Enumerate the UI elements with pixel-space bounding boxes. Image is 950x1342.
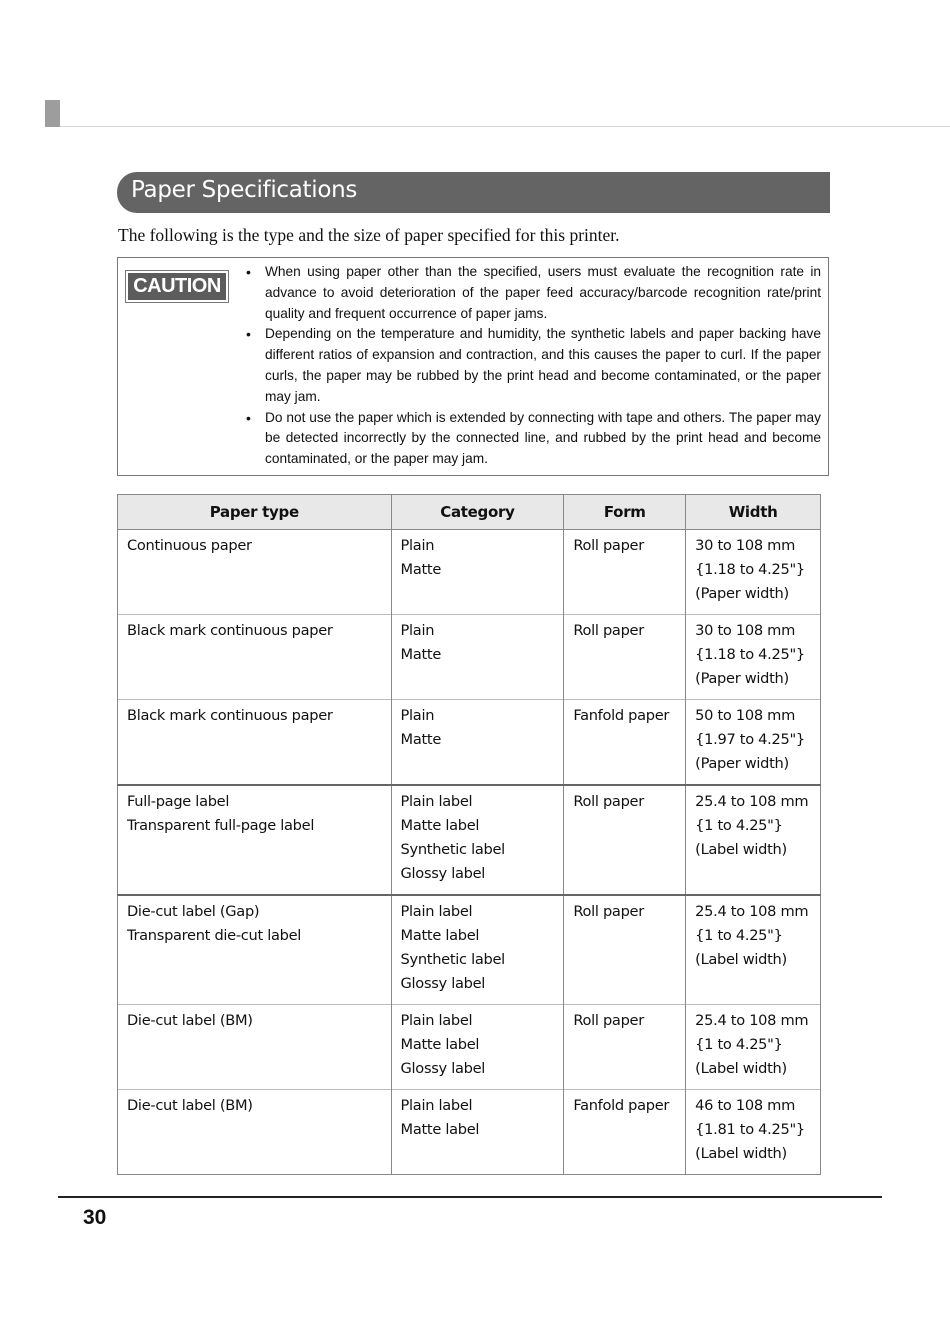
paper-spec-table: [117, 494, 821, 1175]
cell-line: Plain: [400, 622, 435, 639]
table-row: [118, 785, 821, 895]
cell-line: Roll paper: [573, 793, 644, 810]
cell-category: [391, 530, 564, 615]
cell-line: Die-cut label (BM): [127, 1012, 253, 1029]
column-header-form: Form: [564, 495, 686, 530]
cell-form: [564, 700, 686, 786]
cell-line: Roll paper: [573, 1012, 644, 1029]
cell-paper-type: [118, 1005, 392, 1090]
cell-paper-type: [118, 530, 392, 615]
cell-category: [391, 895, 564, 1005]
cell-width: [686, 1005, 821, 1090]
cell-category: [391, 1090, 564, 1175]
cell-line: 30 to 108 mm: [695, 622, 795, 639]
caution-item: • Do not use the paper which is extended by connecting with tape and others. The paper may be detected incorrectly by the connected line, and rubbed by the print head and become contaminated, or the paper may jam.: [246, 408, 821, 470]
cell-paper-type: [118, 895, 392, 1005]
cell-line: (Paper width): [695, 670, 789, 687]
cell-line: 25.4 to 108 mm: [695, 903, 809, 920]
header-marker: [45, 100, 60, 127]
table-row: [118, 530, 821, 615]
cell-line: {1 to 4.25"}: [695, 927, 783, 944]
column-header-paper-type: Paper type: [118, 495, 392, 530]
cell-line: {1 to 4.25"}: [695, 817, 783, 834]
cell-line: {1.81 to 4.25"}: [695, 1121, 805, 1138]
cell-line: Matte label: [400, 927, 480, 944]
cell-form: [564, 530, 686, 615]
caution-item: • When using paper other than the specified, users must evaluate the recognition rate in advance to avoid deterioration of the paper feed accuracy/barcode recognition rate/print quality and frequent occurrence of paper jams.: [246, 262, 821, 324]
table-header-row: [118, 495, 821, 530]
cell-line: Plain label: [400, 1012, 473, 1029]
table-row: [118, 615, 821, 700]
cell-width: [686, 785, 821, 895]
cell-paper-type: [118, 700, 392, 786]
cell-line: 30 to 108 mm: [695, 537, 795, 554]
table-row: [118, 1090, 821, 1175]
cell-line: 25.4 to 108 mm: [695, 793, 809, 810]
cell-line: Plain: [400, 707, 435, 724]
cell-paper-type: [118, 615, 392, 700]
column-header-category: Category: [391, 495, 564, 530]
cell-line: Plain: [400, 537, 435, 554]
cell-line: 46 to 108 mm: [695, 1097, 795, 1114]
cell-line: (Label width): [695, 1060, 787, 1077]
cell-line: Matte: [400, 731, 442, 748]
cell-line: Fanfold paper: [573, 707, 670, 724]
cell-width: [686, 530, 821, 615]
cell-line: Black mark continuous paper: [127, 622, 333, 639]
table-row: [118, 1005, 821, 1090]
cell-line: Matte label: [400, 1036, 480, 1053]
cell-line: Transparent die-cut label: [127, 927, 302, 944]
cell-line: Full-page label: [127, 793, 230, 810]
cell-width: [686, 700, 821, 786]
cell-line: (Paper width): [695, 585, 789, 602]
cell-form: [564, 1005, 686, 1090]
cell-line: 50 to 108 mm: [695, 707, 795, 724]
cell-line: (Label width): [695, 1145, 787, 1162]
cell-line: Synthetic label: [400, 841, 505, 858]
intro-text: The following is the type and the size of paper specified for this printer.: [118, 225, 620, 245]
cell-paper-type: [118, 785, 392, 895]
cell-line: Fanfold paper: [573, 1097, 670, 1114]
cell-line: (Label width): [695, 841, 787, 858]
cell-line: (Label width): [695, 951, 787, 968]
cell-paper-type: [118, 1090, 392, 1175]
cell-category: [391, 785, 564, 895]
caution-badge-label: CAUTION: [128, 273, 226, 300]
cell-line: Matte: [400, 646, 442, 663]
cell-line: Plain label: [400, 793, 473, 810]
cell-line: Glossy label: [400, 865, 486, 882]
cell-line: Roll paper: [573, 622, 644, 639]
cell-line: Transparent full-page label: [127, 817, 315, 834]
cell-line: {1.18 to 4.25"}: [695, 561, 805, 578]
cell-category: [391, 700, 564, 786]
cell-category: [391, 615, 564, 700]
cell-line: Roll paper: [573, 537, 644, 554]
table-body: [118, 530, 821, 1175]
cell-form: [564, 895, 686, 1005]
cell-line: {1 to 4.25"}: [695, 1036, 783, 1053]
section-heading-band: [117, 172, 830, 213]
cell-width: [686, 1090, 821, 1175]
cell-form: [564, 615, 686, 700]
cell-line: Continuous paper: [127, 537, 252, 554]
page-number: 30: [83, 1206, 107, 1229]
cell-line: (Paper width): [695, 755, 789, 772]
cell-form: [564, 785, 686, 895]
cell-line: Die-cut label (Gap): [127, 903, 260, 920]
cell-line: {1.18 to 4.25"}: [695, 646, 805, 663]
caution-box: [117, 257, 829, 476]
cell-line: Roll paper: [573, 903, 644, 920]
cell-line: Matte: [400, 561, 442, 578]
cell-line: Glossy label: [400, 1060, 486, 1077]
caution-item: • Depending on the temperature and humidity, the synthetic labels and paper backing have different ratios of expansion and contraction, and this causes the paper to curl. If the paper curls, the paper may be rubbed by the print head and become contaminated, or the paper may jam.: [246, 324, 821, 407]
cell-line: Matte label: [400, 817, 480, 834]
cell-line: Die-cut label (BM): [127, 1097, 253, 1114]
cell-line: Plain label: [400, 1097, 473, 1114]
caution-badge: [125, 270, 229, 303]
cell-line: Plain label: [400, 903, 473, 920]
header-rule: [60, 126, 950, 127]
cell-line: Glossy label: [400, 975, 486, 992]
caution-list: [246, 262, 821, 470]
table-row: [118, 700, 821, 786]
column-header-width: Width: [686, 495, 821, 530]
footer-rule: [58, 1196, 882, 1198]
cell-width: [686, 615, 821, 700]
cell-line: Black mark continuous paper: [127, 707, 333, 724]
cell-line: {1.97 to 4.25"}: [695, 731, 805, 748]
section-title: Paper Specifications: [131, 177, 358, 203]
cell-form: [564, 1090, 686, 1175]
cell-line: Synthetic label: [400, 951, 505, 968]
cell-line: Matte label: [400, 1121, 480, 1138]
cell-line: 25.4 to 108 mm: [695, 1012, 809, 1029]
cell-width: [686, 895, 821, 1005]
cell-category: [391, 1005, 564, 1090]
table-row: [118, 895, 821, 1005]
